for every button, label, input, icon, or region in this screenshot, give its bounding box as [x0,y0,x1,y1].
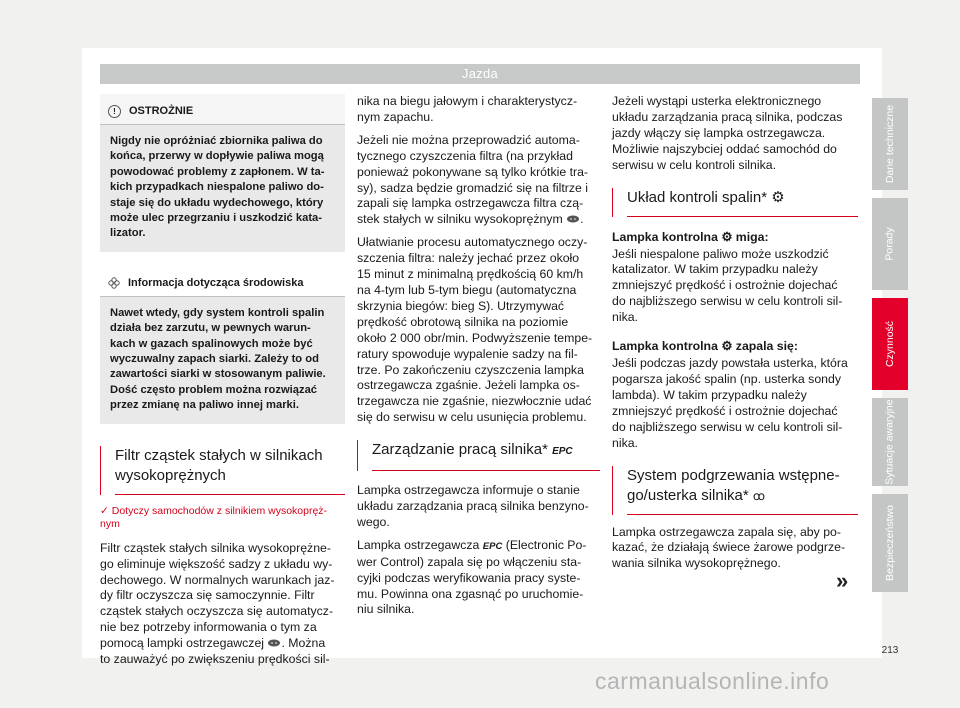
section-title-emission [612,188,858,217]
text-line: Jeżeli wystąpi usterka elektronicznego [612,94,822,108]
paragraph [357,483,600,531]
text-line: końca, przerwy w dopływie paliwa mogą [110,150,324,163]
title-line: go/usterka silnika* [627,486,749,504]
text-line: Lampka ostrzegawcza informuje o stanie [357,483,580,498]
text-line: do najbliższego serwisu w celu kontroli sil- [612,294,843,309]
paragraph [612,525,858,573]
tab-czynnosc[interactable] [872,298,908,390]
text-line: sy), sadza będzie gromadzić się na filtrze i [357,180,589,195]
text-line: może ulec przegrzaniu i uszkodzić kata- [110,212,322,225]
text-line: dy filtr oczyszcza się samoczynnie. Filtr [100,588,315,603]
tab-dane-techniczne[interactable] [872,98,908,190]
watermark: carmanualsonline.info [595,668,830,694]
warning-text [100,125,345,252]
text-line: Ułatwianie procesu automatycznego oczy- [357,235,588,250]
epc-icon: EPC [552,446,573,458]
text-line: nie bez potrzeby informowania o tym za [100,620,317,635]
text-line: wer Control) zapala się po włączeniu sta- [357,554,582,569]
engine-icon: ⚙ [771,188,785,206]
title-text: Układ kontroli spalin* [627,188,768,206]
tab-label: Porady [884,227,896,261]
environment-box-header [100,266,345,297]
text-line: katalizator. W takim przypadku należy [612,262,818,277]
paragraph [612,356,858,451]
text-line: trzegawcza nie zgaśnie, niezwłocznie udać [357,394,592,409]
exclamation-icon: ! [108,105,121,118]
text-line: działa bez zarzutu, w pewnych warun- [110,322,311,335]
column-1 [100,94,345,675]
text-line: Jeśli niespalone paliwo może uszkodzić [612,246,829,261]
text-line: przez zmianę na paliwo innej marki. [110,399,299,412]
paragraph [357,538,600,619]
flower-icon [108,277,120,289]
text-line: zmniejszyć prędkość i ostrożnie dojechać [612,278,838,293]
tab-label: Bezpieczeństwo [884,505,896,581]
text-line: zawartości siarki w stosowanym paliwie. [110,368,326,381]
chapter-sidebar [872,98,922,598]
subheading-text: Lampka kontrolna [612,339,718,354]
text-line: mu. Powinna ona zgasnąć po uruchomie- [357,586,584,601]
dpf-warning-icon [566,214,580,224]
text-line: Lampka ostrzegawcza zapala się, aby po- [612,524,841,539]
environment-text [100,297,345,424]
paragraph [357,133,600,228]
tab-label: Czynność [884,320,897,368]
text-line: Możliwie najszybciej oddać samochód do [612,141,837,156]
text-line: ostrzegawcza zgaśnie. Jeżeli lampka os- [357,378,580,393]
paragraph [357,235,600,426]
text-line: kach w gazach spalinowych może być [110,337,313,350]
section-title-epc [357,440,600,471]
text-line: Lampka ostrzegawcza [357,537,480,552]
subheading-lit [612,338,858,354]
text-line: zapali się lampka ostrzegawcza filtra czą- [357,196,584,211]
text-line: szczenia filtra: należy jechać przez około [357,251,580,266]
dpf-warning-icon [267,638,281,648]
text-line: zmniejszyć prędkość i ostrożnie dojechać [612,403,838,418]
text-line: lizator. [110,227,146,240]
warning-box-header [100,94,345,125]
column-3 [612,94,858,579]
text-line: Filtr cząstek stałych silnika wysokoprężne- [100,540,331,555]
paragraph [357,94,600,126]
text-line: Dość często problem można rozwiązać [110,383,318,396]
text-line: stek stałych w silniku wysokoprężnym [357,212,563,227]
note-text: nym [100,517,120,530]
epc-icon: EPC [482,540,503,552]
text-line: się do serwisu w celu usunięcia problemu. [357,410,587,425]
subheading-text: zapala się: [735,339,798,354]
subheading-blink [612,229,858,245]
section-title-preheat [612,466,858,515]
text-line: nika. [612,310,638,325]
text-line: . Można [281,636,326,651]
header-title: Jazda [461,66,499,81]
text-line: około 2 000 obr/min. Podwyższenie tempe- [357,330,593,345]
subheading-text: Lampka kontrolna [612,229,718,244]
dpf-paragraph [100,541,345,668]
text-line: to zauważyć po zwiększeniu prędkości sil- [100,652,330,667]
tab-porady[interactable] [872,198,908,290]
title-line: System podgrzewania wstępne- [627,466,840,484]
paragraph [612,94,858,174]
glow-plug-icon: ꝏ [752,488,766,503]
checkmark-icon: ✓ [100,504,109,517]
warning-box [100,94,345,252]
text-line: powodować problemy z zapłonem. W ta- [110,165,325,178]
column-2 [357,94,600,625]
page-number: 213 [881,645,899,656]
text-line: tycznego czyszczenia filtra (na przykład [357,148,573,163]
subheading-text: miga: [735,229,769,244]
applicability-note [100,505,345,531]
tab-label: Sytuacje awaryjne [884,399,896,485]
paragraph [612,247,858,327]
text-line: cząstek stałych oczyszcza się automatycz- [100,604,334,619]
text-line: Nawet wtedy, gdy system kontroli spalin [110,306,325,319]
text-line: dechowego. W normalnych warunkach jaz- [100,572,335,587]
text-line: trze. Po zakończeniu czyszczenia lampka [357,362,584,377]
text-line: (Electronic Po- [505,537,587,552]
tab-bezpieczenstwo[interactable] [872,494,908,592]
text-line: skrzynia biegów: bieg S). Utrzymywać [357,298,565,313]
tab-sytuacje-awaryjne[interactable] [872,398,908,486]
text-line: układu zarządzania pracą silnika, podczas [612,109,843,124]
page-header [100,64,860,84]
text-line: nika. [612,435,638,450]
text-line: ratury spowoduje wypalenie sadzy na fil- [357,346,578,361]
text-line: Jeśli podczas jazdy powstała usterka, która [612,356,848,371]
engine-icon: ⚙ [721,229,733,244]
text-line: ponieważ pokonywane są tylko krótkie tra- [357,164,589,179]
title-line: Filtr cząstek stałych w silnikach [115,446,323,464]
text-line: staje się do układu wydechowego, który [110,196,324,209]
text-line: kazać, że działają świece żarowe podgrze- [612,540,846,555]
environment-title: Informacja dotycząca środowiska [128,276,304,289]
text-line: wania silnika wysokoprężnego. [612,556,781,571]
text-line: układu zarządzania pracą silnika benzyno- [357,499,589,514]
tab-label: Dane techniczne [884,104,896,184]
text-line: nym zapachu. [357,109,434,124]
title-text: Zarządzanie pracą silnika* [372,441,548,459]
text-line: do najbliższego serwisu w celu kontroli sil- [612,419,843,434]
note-text: Dotyczy samochodów z silnikiem wysokopręż- [111,504,328,517]
title-line: wysokoprężnych [115,466,226,484]
text-line: . [580,212,584,227]
text-line: cyjki podczas weryfikowania pracy syste- [357,570,581,585]
text-line: lambda). W takim przypadku należy [612,387,807,402]
text-line: go eliminuje większość sadzy z układu wy- [100,556,333,571]
text-line: pomocą lampki ostrzegawczej [100,636,265,651]
warning-title: OSTROŻNIE [129,105,194,117]
text-line: prędkość obrotową silnika na poziomie [357,314,569,329]
engine-icon: ⚙ [721,339,733,354]
text-line: jazdy włączy się lampka ostrzegawcza. [612,125,826,140]
text-line: Nigdy nie opróżniać zbiornika paliwa do [110,135,323,147]
text-line: na 4-tym lub 5-tym biegu (automatyczna [357,282,577,297]
text-line: pogarsza jakość spalin (np. usterka sondy [612,371,841,386]
text-line: serwisu w celu kontroli silnika. [612,157,777,172]
continue-arrow-icon: » [836,568,849,593]
section-title-dpf [100,446,345,495]
text-line: 15 minut z minimalną prędkością 60 km/h [357,267,584,282]
text-line: niu silnika. [357,602,415,617]
text-line: nika na biegu jałowym i charakterystycz- [357,94,578,108]
environment-box [100,266,345,424]
text-line: wyczuwalny zapach siarki. Zależy to od [110,353,319,366]
text-line: wego. [357,514,390,529]
text-line: kich przypadkach niespalone paliwo do- [110,181,324,194]
text-line: Jeżeli nie można przeprowadzić automa- [357,132,580,147]
